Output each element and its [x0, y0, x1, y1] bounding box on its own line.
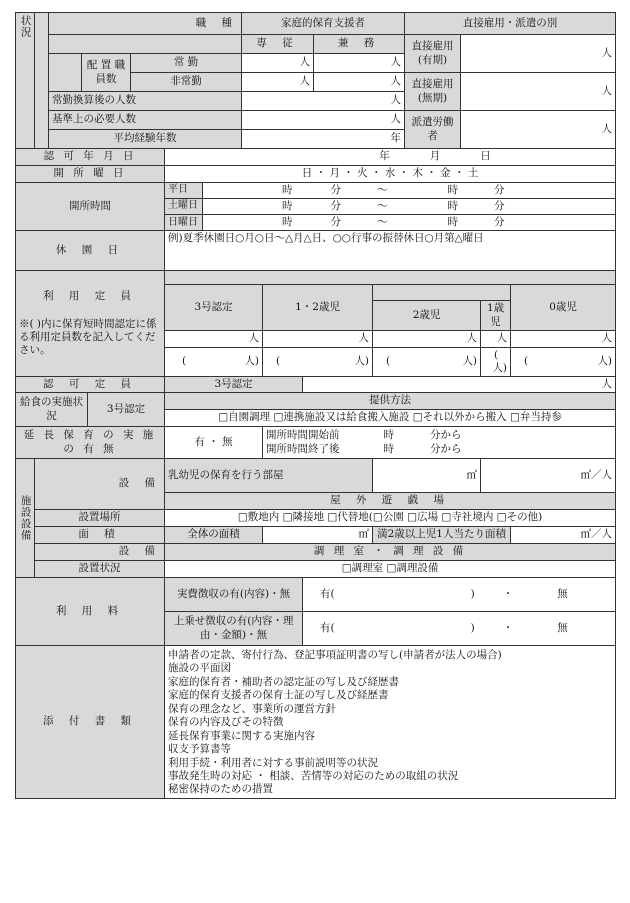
regular-fulltime-unit[interactable]: 人	[242, 54, 314, 73]
extended-choice[interactable]: 有 ・ 無	[165, 427, 263, 459]
total-area-field[interactable]: ㎡	[263, 527, 373, 544]
dispatch-label: 派遣労働者	[405, 111, 461, 149]
cap-age2-short[interactable]: ( 人)	[373, 347, 481, 376]
cap-cert3-count[interactable]: 人	[165, 330, 263, 347]
attachment-item: 保育の理念など、事業所の運営方針	[168, 702, 337, 715]
facility-label: 施設設備	[16, 459, 35, 578]
fte-label: 常勤換算後の人数	[49, 92, 242, 111]
open-days-label: 開 所 曜 日	[16, 166, 165, 183]
cap-age0-count[interactable]: 人	[511, 330, 616, 347]
nonregular-label: 非常勤	[131, 73, 242, 92]
meals-method-header: 提供方法	[165, 393, 616, 410]
main-table	[15, 148, 616, 799]
direct-fixed-unit[interactable]: 人	[461, 35, 616, 73]
facility-equipment-label: 設 備	[35, 459, 165, 510]
area-label: 面 積	[35, 527, 165, 544]
hours-row-saturday: 土曜日	[165, 199, 203, 215]
hours-label: 開所時間	[16, 183, 165, 231]
attachment-item: 秘密保持のための措置	[168, 783, 274, 796]
cap-cert3-short[interactable]: ( 人)	[165, 347, 263, 376]
fulltime-header: 専 従	[242, 35, 314, 54]
location-label: 設置場所	[35, 510, 165, 527]
fees-actual-label: 実費徴収の有(内容)・無	[165, 578, 303, 612]
capacity-note: ※( )内に保育短時間認定に係る利用定員数を記入してください。	[19, 317, 157, 356]
approved-cert3: 3号認定	[165, 376, 303, 392]
approval-date-label: 認 可 年 月 日	[16, 149, 165, 166]
fte-unit[interactable]: 人	[242, 92, 405, 111]
required-label: 基準上の必要人数	[49, 111, 242, 130]
nonregular-parttime-unit[interactable]: 人	[314, 73, 405, 92]
fees-actual-field[interactable]: 有( ) ・ 無	[303, 578, 616, 612]
meals-options[interactable]: □自園調理 □連携施設又は給食搬入施設 □それ以外から搬入 □弁当持参	[165, 410, 616, 427]
direct-permanent-unit[interactable]: 人	[461, 73, 616, 111]
age12-header: 1・2歳児	[263, 285, 373, 330]
approval-date-field[interactable]: 年 月 日	[165, 149, 616, 166]
capacity-label: 利 用 定 員	[43, 290, 138, 303]
meals-cert3: 3号認定	[88, 393, 165, 427]
approved-capacity-label: 認 可 定 員	[16, 376, 165, 392]
role-header: 職 種	[49, 13, 242, 35]
attachments-label: 添 付 書 類	[16, 646, 165, 799]
cap-age12-short[interactable]: ( 人)	[263, 347, 373, 376]
infant-room-per[interactable]: ㎡／人	[481, 459, 616, 493]
cap-age12-count[interactable]: 人	[263, 330, 373, 347]
hours-sunday-field[interactable]: 時 分 ～ 時 分	[203, 215, 616, 231]
fees-extra-field[interactable]: 有( ) ・ 無	[303, 612, 616, 646]
regular-label: 常 勤	[131, 54, 242, 73]
attachment-item: 収支予算書等	[168, 743, 232, 756]
kitchen-header: 調 理 室 ・ 調 理 設 備	[165, 544, 616, 561]
direct-permanent-label: 直接雇用(無期)	[405, 73, 461, 111]
outdoor-header: 屋 外 遊 戯 場	[165, 493, 616, 510]
meals-label: 給食の実施状況	[16, 393, 88, 427]
application-form	[15, 12, 615, 799]
attachment-item: 事故発生時の対応 ・ 相談、苦情等の対応のための取組の状況	[168, 769, 459, 782]
direct-fixed-label: 直接雇用(有期)	[405, 35, 461, 73]
kitchen-options[interactable]: □調理室 □調理設備	[165, 561, 616, 578]
fees-extra-label: 上乗せ徴収の有(内容・理由・金額)・無	[165, 612, 303, 646]
location-options[interactable]: □敷地内 □隣接地 □代替地(□公園 □広場 □寺社境内 □その他)	[165, 510, 616, 527]
total-area-label: 全体の面積	[165, 527, 263, 544]
capacity-cell	[16, 271, 165, 377]
status-label-kitchen: 設置状況	[35, 561, 165, 578]
required-unit[interactable]: 人	[242, 111, 405, 130]
age0-header: 0歳児	[511, 285, 616, 330]
kitchen-equipment-label: 設 備	[35, 544, 165, 561]
infant-room-area[interactable]: ㎡	[373, 459, 481, 493]
cap-age1-short[interactable]: ( 人)	[481, 347, 511, 376]
hours-row-sunday: 日曜日	[165, 215, 203, 231]
cap-age2-count[interactable]: 人	[373, 330, 481, 347]
attachments-list	[165, 646, 616, 799]
allocation-label: 配 置 職員数	[82, 54, 131, 92]
holidays-label: 休 園 日	[16, 231, 165, 271]
employment-type-header: 直接雇用・派遣の別	[405, 13, 616, 35]
extended-label: 延 長 保 育 の 実 施 の 有 無	[16, 427, 165, 459]
age1-header: 1歳児	[481, 301, 511, 330]
attachment-item: 家庭的保育者・補助者の認定証の写し及び経歴書	[168, 675, 400, 688]
capacity-cert3-header: 3号認定	[165, 285, 263, 330]
per-child-label: 満2歳以上児1人当たり面積	[373, 527, 511, 544]
approved-capacity-field[interactable]: 人	[303, 376, 616, 392]
cap-age0-short[interactable]: ( 人)	[511, 347, 616, 376]
attachment-item: 申請者の定款、寄付行為、登記事項証明書の写し(申請者が法人の場合)	[168, 649, 502, 661]
hours-row-weekday: 平日	[165, 183, 203, 199]
childcare-support-header: 家庭的保育支援者	[242, 13, 405, 35]
hours-weekday-field[interactable]: 時 分 ～ 時 分	[203, 183, 616, 199]
extended-times[interactable]: 開所時間開始前 時 分から 開所時間終了後 時 分から	[263, 427, 616, 459]
status-label: 状況	[16, 13, 35, 149]
avg-years-label: 平均経験年数	[49, 130, 242, 149]
infant-room-label: 乳幼児の保育を行う部屋	[165, 459, 373, 493]
dispatch-unit[interactable]: 人	[461, 111, 616, 149]
hours-saturday-field[interactable]: 時 分 ～ 時 分	[203, 199, 616, 215]
staffing-table	[15, 12, 616, 149]
open-days-field[interactable]: 日 ・ 月 ・ 火 ・ 水 ・ 木 ・ 金 ・ 土	[165, 166, 616, 183]
attachment-item: 施設の平面図	[168, 662, 232, 675]
parttime-header: 兼 務	[314, 35, 405, 54]
attachment-item: 延長保育事業に関する実施内容	[168, 729, 316, 742]
attachment-item: 家庭的保育支援者の保育士証の写し及び経歴書	[168, 689, 389, 702]
regular-parttime-unit[interactable]: 人	[314, 54, 405, 73]
cap-age1-count[interactable]: 人	[481, 330, 511, 347]
attachment-item: 保育の内容及びその特徴	[168, 716, 284, 729]
holidays-field[interactable]: 例)夏季休園日○月○日～△月△日、○○行事の振替休日○月第△曜日	[165, 231, 616, 271]
per-child-field[interactable]: ㎡／人	[511, 527, 616, 544]
age2-header: 2歳児	[373, 301, 481, 330]
avg-years-unit[interactable]: 年	[242, 130, 405, 149]
nonregular-fulltime-unit[interactable]: 人	[242, 73, 314, 92]
attachment-item: 利用手続・利用者に対する事前説明等の状況	[168, 756, 379, 769]
fees-label: 利 用 料	[16, 578, 165, 646]
